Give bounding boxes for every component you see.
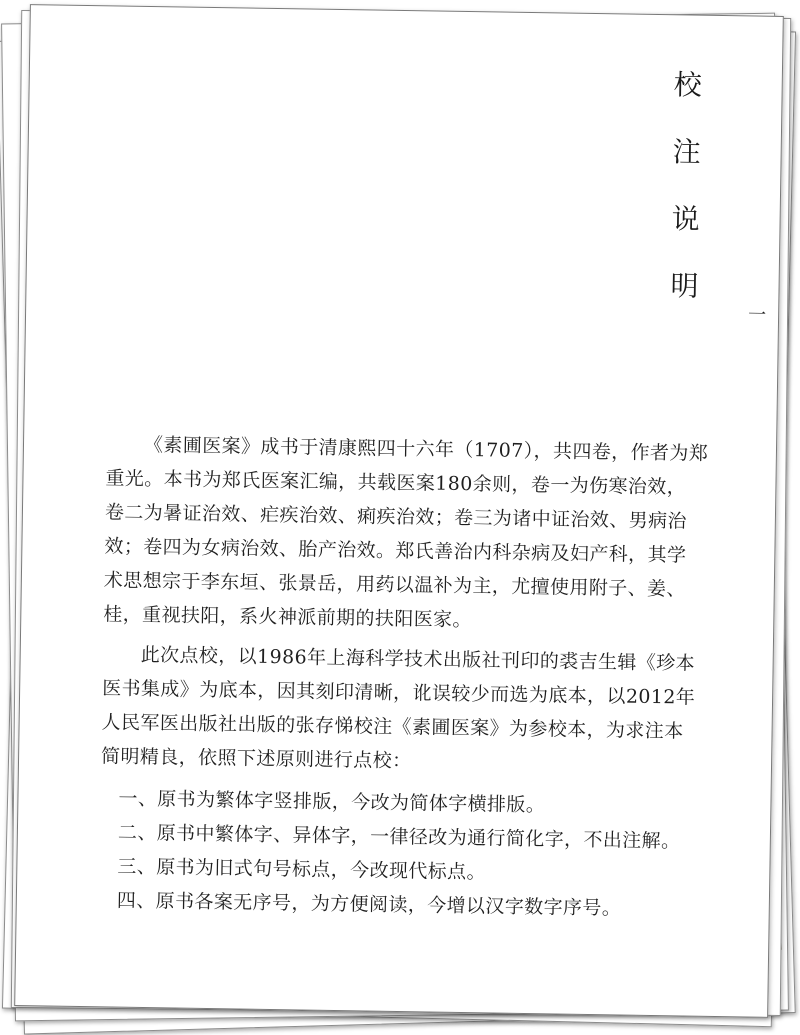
document-page (14, 4, 784, 1018)
rule-item: 一、原书为繁体字竖排版，今改为简体字横排版。 (118, 787, 546, 817)
title-char: 注 (672, 135, 701, 169)
page-mark: 一 (747, 304, 767, 326)
paragraph-line: 桂，重视扶阳，系火神派前期的扶阳医家。 (103, 603, 473, 632)
paragraph-line: 人民军医出版社出版的张存悌校注《素圃医案》为参校本，为求注本 (101, 711, 684, 743)
paragraph-line: 简明精良，依照下述原则进行点校： (100, 745, 412, 773)
paragraph-line: 术思想宗于李东垣、张景岳，用药以温补为主，尤擅使用附子、姜、 (103, 569, 686, 601)
paragraph-line: 《素圃医案》成书于清康熙四十六年（1707），共四卷，作者为郑 (143, 433, 709, 465)
rule-item: 四、原书各案无序号，为方便阅读，今增以汉字数字序号。 (116, 889, 622, 920)
rule-item: 二、原书中繁体字、异体字，一律径改为通行简化字，不出注解。 (117, 821, 681, 853)
title-char: 明 (670, 269, 699, 303)
paragraph-line: 效；卷四为女病治效、胎产治效。郑氏善治内科杂病及妇产科，其学 (104, 535, 687, 567)
rule-item: 三、原书为旧式句号标点，今改现代标点。 (117, 855, 487, 884)
paragraph-line: 重光。本书为郑氏医案汇编，共载医案180余则，卷一为伤寒治效， (105, 467, 687, 499)
paragraph-line: 卷二为暑证治效、疟疾治效、痢疾治效；卷三为诸中证治效、男病治 (104, 501, 688, 533)
paragraph-line: 医书集成》为底本，因其刻印清晰，讹误较少而选为底本，以2012年 (102, 677, 696, 709)
paragraph-line: 此次点校，以1986年上海科学技术出版社刊印的裘吉生辑《珍本 (140, 643, 696, 675)
title-char: 说 (671, 202, 700, 236)
title-char: 校 (673, 68, 702, 102)
